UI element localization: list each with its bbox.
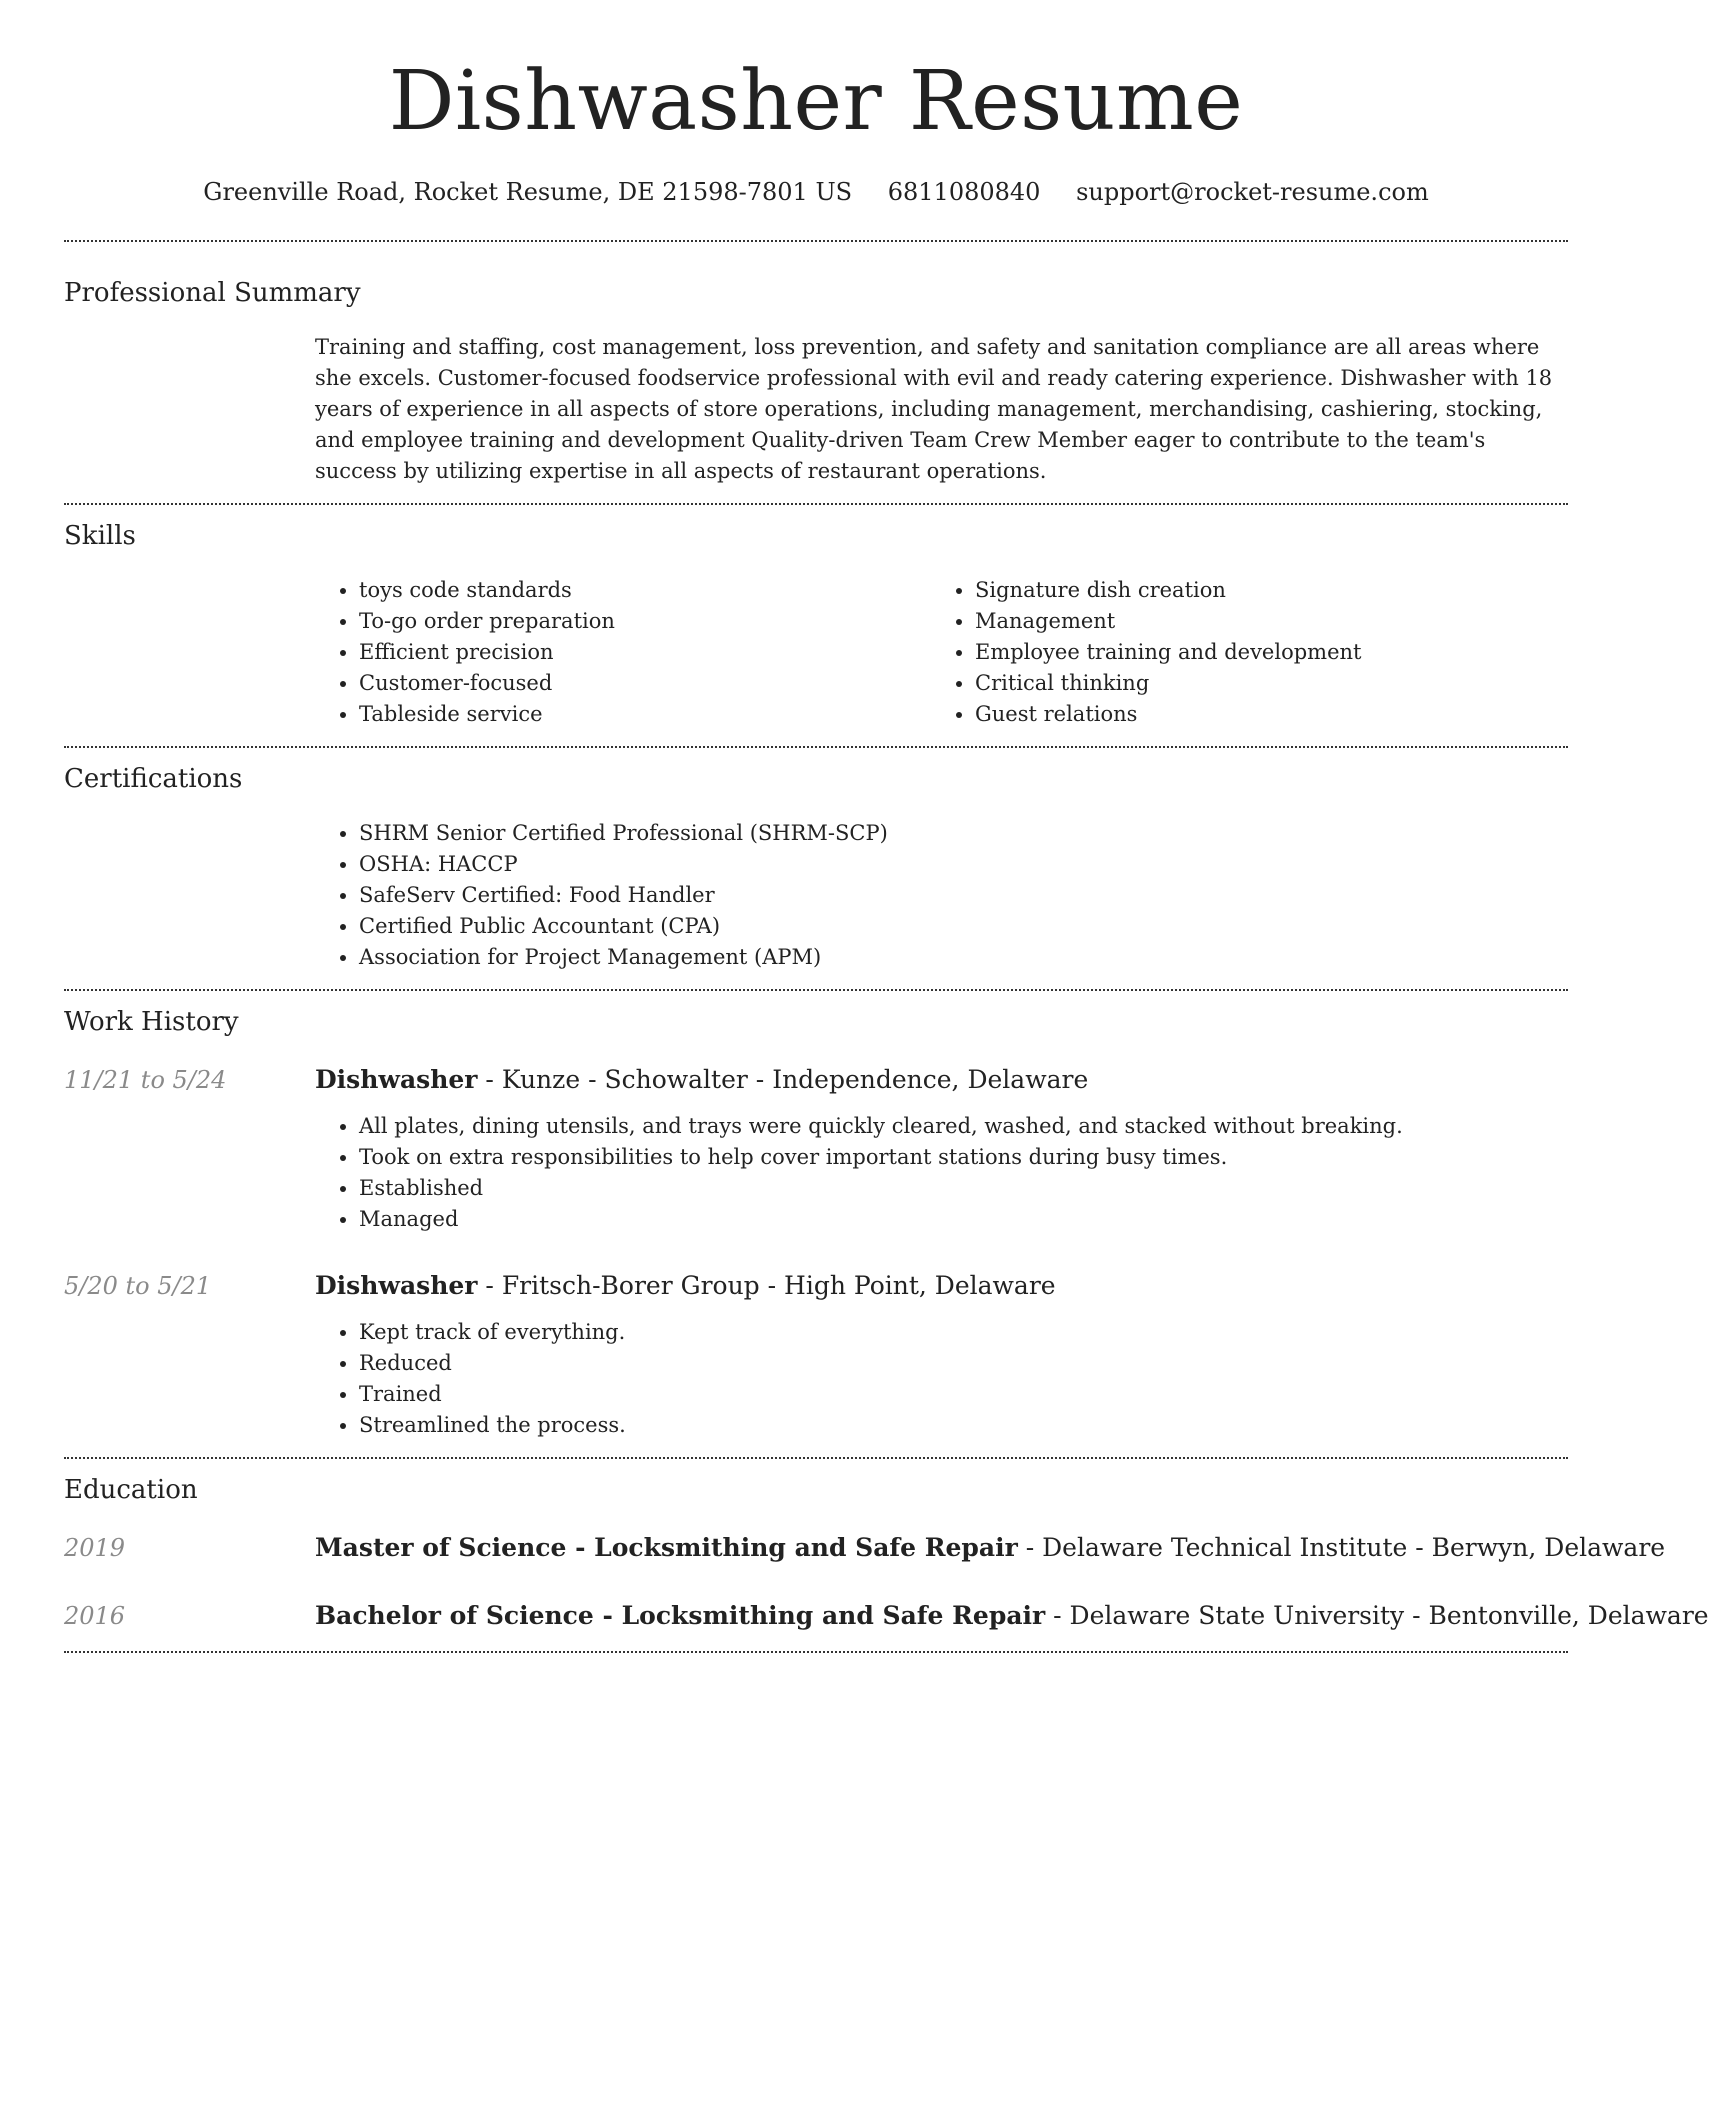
section-heading: Certifications: [64, 764, 243, 794]
separator: -: [1407, 1533, 1432, 1562]
education-section: [64, 1459, 1709, 1651]
separator: -: [477, 1271, 502, 1300]
education-entry: [64, 1531, 1666, 1565]
certification-item: • SHRM Senior Certified Professional (SHRM-SCP): [359, 818, 1568, 849]
education-body: [315, 1531, 1665, 1565]
certification-item: • Association for Project Management (APM): [359, 942, 1568, 973]
skill-item: • Critical thinking: [975, 668, 1547, 699]
education-location: Berwyn, Delaware: [1431, 1533, 1666, 1562]
certification-item: • OSHA: HACCP: [359, 849, 1568, 880]
job-location: High Point, Delaware: [784, 1271, 1056, 1300]
contact-line: [64, 176, 1568, 208]
job-bullet: • Established: [359, 1173, 1568, 1204]
skills-list-right: [931, 575, 1547, 730]
job-bullet: • Trained: [359, 1379, 1568, 1410]
education-entry: [64, 1599, 1709, 1633]
skill-item: • Management: [975, 606, 1547, 637]
education-school: Delaware State University: [1069, 1601, 1405, 1630]
job-title: Dishwasher: [315, 1065, 478, 1094]
job-bullet: • Took on extra responsibilities to help cover important stations during busy times.: [359, 1142, 1568, 1173]
education-year: 2016: [64, 1602, 126, 1630]
job-body: [315, 1269, 1568, 1441]
job-bullet: • Reduced: [359, 1348, 1568, 1379]
skills-columns: [315, 575, 1568, 730]
skills-list-left: [315, 575, 931, 730]
section-heading: Professional Summary: [64, 278, 361, 308]
separator: -: [1404, 1601, 1429, 1630]
education-heading: [315, 1599, 1709, 1633]
summary-text: Training and staffing, cost management, loss prevention, and safety and sanitation compliance are all areas where she excels. Customer-focused foodservice professional with evil and ready catering experience. Dishwasher with 18 years of experience in all aspects of store operations, including management, merchandising, cashiering, stocking, and employee training and development Quality-driven Team Crew Member eager to contribute to the team's success by utilizing expertise in all aspects of restaurant operations.: [315, 335, 1553, 483]
job-bullets: [315, 1111, 1568, 1235]
job-title: Dishwasher: [315, 1271, 478, 1300]
job-entry: [64, 1063, 1568, 1235]
summary-content: [315, 332, 1568, 487]
certification-item: • SafeServ Certified: Food Handler: [359, 880, 1568, 911]
separator: -: [1045, 1601, 1070, 1630]
skill-item: • Tableside service: [359, 699, 931, 730]
education-heading: [315, 1531, 1665, 1565]
contact-phone: 6811080840: [887, 178, 1041, 206]
education-degree: Master of Science - Locksmithing and Safe Repair: [315, 1533, 1018, 1562]
skill-item: • Customer-focused: [359, 668, 931, 699]
job-bullet: • Streamlined the process.: [359, 1410, 1568, 1441]
contact-address: Greenville Road, Rocket Resume, DE 21598-7801 US: [203, 178, 853, 206]
certifications-content: [315, 818, 1568, 973]
separator: -: [759, 1271, 785, 1300]
job-heading: [315, 1063, 1568, 1097]
job-bullet: • All plates, dining utensils, and trays were quickly cleared, washed, and stacked without breaking.: [359, 1111, 1568, 1142]
skill-item: • Employee training and development: [975, 637, 1547, 668]
job-dates: 5/20 to 5/21: [64, 1272, 212, 1300]
job-company: Fritsch-Borer Group: [501, 1271, 760, 1300]
section-heading: Work History: [64, 1007, 239, 1037]
certification-item: • Certified Public Accountant (CPA): [359, 911, 1568, 942]
job-body: [315, 1063, 1568, 1235]
section-heading: Education: [64, 1475, 198, 1505]
professional-summary-section: [64, 242, 1568, 503]
job-bullets: [315, 1317, 1568, 1441]
resume-title: Dishwasher Resume: [388, 54, 1244, 149]
job-location: Independence, Delaware: [772, 1065, 1089, 1094]
skills-section: [64, 505, 1568, 746]
education-degree: Bachelor of Science - Locksmithing and Safe Repair: [315, 1601, 1046, 1630]
education-year: 2019: [64, 1534, 126, 1562]
skill-item: • Efficient precision: [359, 637, 931, 668]
work-history-section: [64, 991, 1568, 1457]
education-body: [315, 1599, 1709, 1633]
skill-item: • toys code standards: [359, 575, 931, 606]
certifications-section: [64, 748, 1568, 989]
job-entry: [64, 1269, 1568, 1441]
certifications-list: [315, 818, 1568, 973]
job-dates: 11/21 to 5/24: [64, 1066, 227, 1094]
job-bullet: • Managed: [359, 1204, 1568, 1235]
education-school: Delaware Technical Institute: [1042, 1533, 1408, 1562]
contact-email: support@rocket-resume.com: [1076, 178, 1429, 206]
skill-item: • Guest relations: [975, 699, 1547, 730]
section-divider: [64, 1651, 1568, 1653]
section-heading: Skills: [64, 521, 136, 551]
education-location: Bentonville, Delaware: [1428, 1601, 1709, 1630]
job-company: Kunze - Schowalter: [501, 1065, 748, 1094]
separator: -: [477, 1065, 502, 1094]
separator: -: [747, 1065, 773, 1094]
skill-item: • Signature dish creation: [975, 575, 1547, 606]
separator: -: [1017, 1533, 1043, 1562]
skill-item: • To-go order preparation: [359, 606, 931, 637]
job-heading: [315, 1269, 1568, 1303]
job-bullet: • Kept track of everything.: [359, 1317, 1568, 1348]
